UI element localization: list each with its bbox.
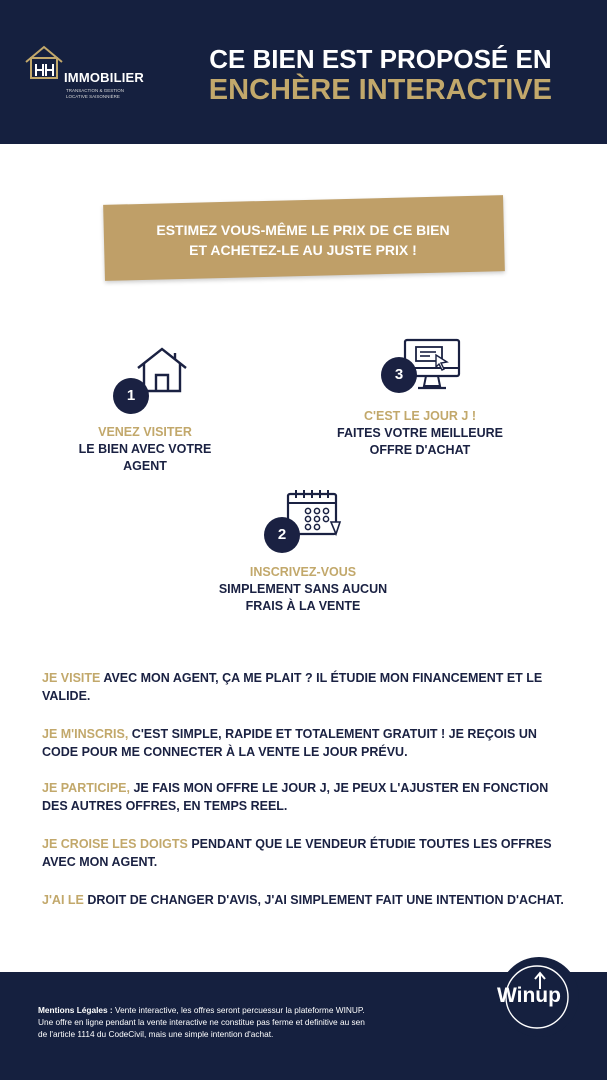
step-2-text	[203, 564, 403, 615]
step-3-line-2: OFFRE D'ACHAT	[369, 443, 471, 457]
step-2-line-1: SIMPLEMENT SANS AUCUN	[218, 582, 388, 596]
header-bar	[0, 0, 607, 144]
paragraph-fingers-crossed-text: PENDANT QUE LE VENDEUR ÉTUDIE TOUTES LES OFFRES AVEC MON AGENT.	[42, 837, 552, 869]
logo-subtitle: TRANSACTION & GESTION LOCATIVE SAISONNIÈRE	[66, 88, 125, 99]
title-line-1: CE BIEN EST PROPOSÉ EN	[209, 44, 552, 74]
paragraph-participate-lead: JE PARTICIPE,	[42, 781, 130, 795]
legal-line-2: Une offre en ligne pendant la vente interactive ne constitue pas ferme et definitive au sen	[38, 1017, 365, 1027]
paragraph-fingers-crossed-lead: JE CROISE LES DOIGTS	[42, 837, 188, 851]
legal-line-3: de l'article 1114 du CodeCivil, mais une simple intention d'achat.	[38, 1029, 274, 1039]
paragraph-fingers-crossed	[42, 835, 567, 871]
agency-logo	[24, 44, 144, 100]
banner-line-2: ET ACHETEZ-LE AU JUSTE PRIX !	[189, 242, 417, 258]
step-2-title: INSCRIVEZ-VOUS	[249, 565, 357, 579]
step-3-badge: 3	[381, 357, 417, 393]
step-2-badge: 2	[264, 517, 300, 553]
paragraph-visit-text: AVEC MON AGENT, ÇA ME PLAIT ? IL ÉTUDIE MON FINANCEMENT ET LE VALIDE.	[42, 671, 543, 703]
step-1-line-2: AGENT	[123, 459, 167, 473]
step-1-badge: 1	[113, 378, 149, 414]
paragraph-visit-lead: JE VISITE	[42, 671, 101, 685]
paragraph-register	[42, 725, 567, 761]
paragraph-participate-text: JE FAIS MON OFFRE LE JOUR J, JE PEUX L'AJUSTER EN FONCTION DES AUTRES OFFRES, EN TEMPS REEL.	[42, 781, 549, 813]
paragraph-right-to-change-lead: J'AI LE	[42, 893, 84, 907]
legal-line-1: Vente interactive, les offres seront percuessur la plateforme WINUP.	[112, 1005, 365, 1015]
paragraph-register-text: C'EST SIMPLE, RAPIDE ET TOTALEMENT GRATUIT ! JE REÇOIS UN CODE POUR ME CONNECTER À LA VENTE LE JOUR PRÉVU.	[42, 727, 537, 759]
banner-text	[118, 220, 488, 260]
paragraph-register-lead: JE M'INSCRIS,	[42, 727, 129, 741]
banner-line-1: ESTIMEZ VOUS-MÊME LE PRIX DE CE BIEN	[156, 222, 450, 238]
paragraph-right-to-change	[42, 891, 567, 909]
paragraph-participate	[42, 779, 567, 815]
step-1-title: VENEZ VISITER	[98, 425, 192, 439]
step-3-title: C'EST LE JOUR J !	[363, 409, 477, 423]
paragraph-right-to-change-text: DROIT DE CHANGER D'AVIS, J'AI SIMPLEMENT FAIT UNE INTENTION D'ACHAT.	[83, 893, 564, 907]
paragraph-visit	[42, 669, 567, 705]
title-line-2: ENCHÈRE INTERACTIVE	[208, 74, 552, 106]
legal-title: Mentions Légales :	[38, 1005, 113, 1015]
step-2-line-2: FRAIS À LA VENTE	[245, 599, 361, 613]
winup-logo: Winup	[497, 984, 561, 1007]
step-3-text	[322, 408, 518, 459]
logo-name: IMMOBILIER	[64, 70, 144, 85]
house-logo-icon	[24, 44, 64, 82]
step-3-line-1: FAITES VOTRE MEILLEURE	[337, 426, 503, 440]
step-1-line-1: LE BIEN AVEC VOTRE	[78, 442, 212, 456]
step-1-text	[60, 424, 230, 475]
page-title	[209, 44, 552, 106]
legal-notice	[38, 1004, 413, 1040]
